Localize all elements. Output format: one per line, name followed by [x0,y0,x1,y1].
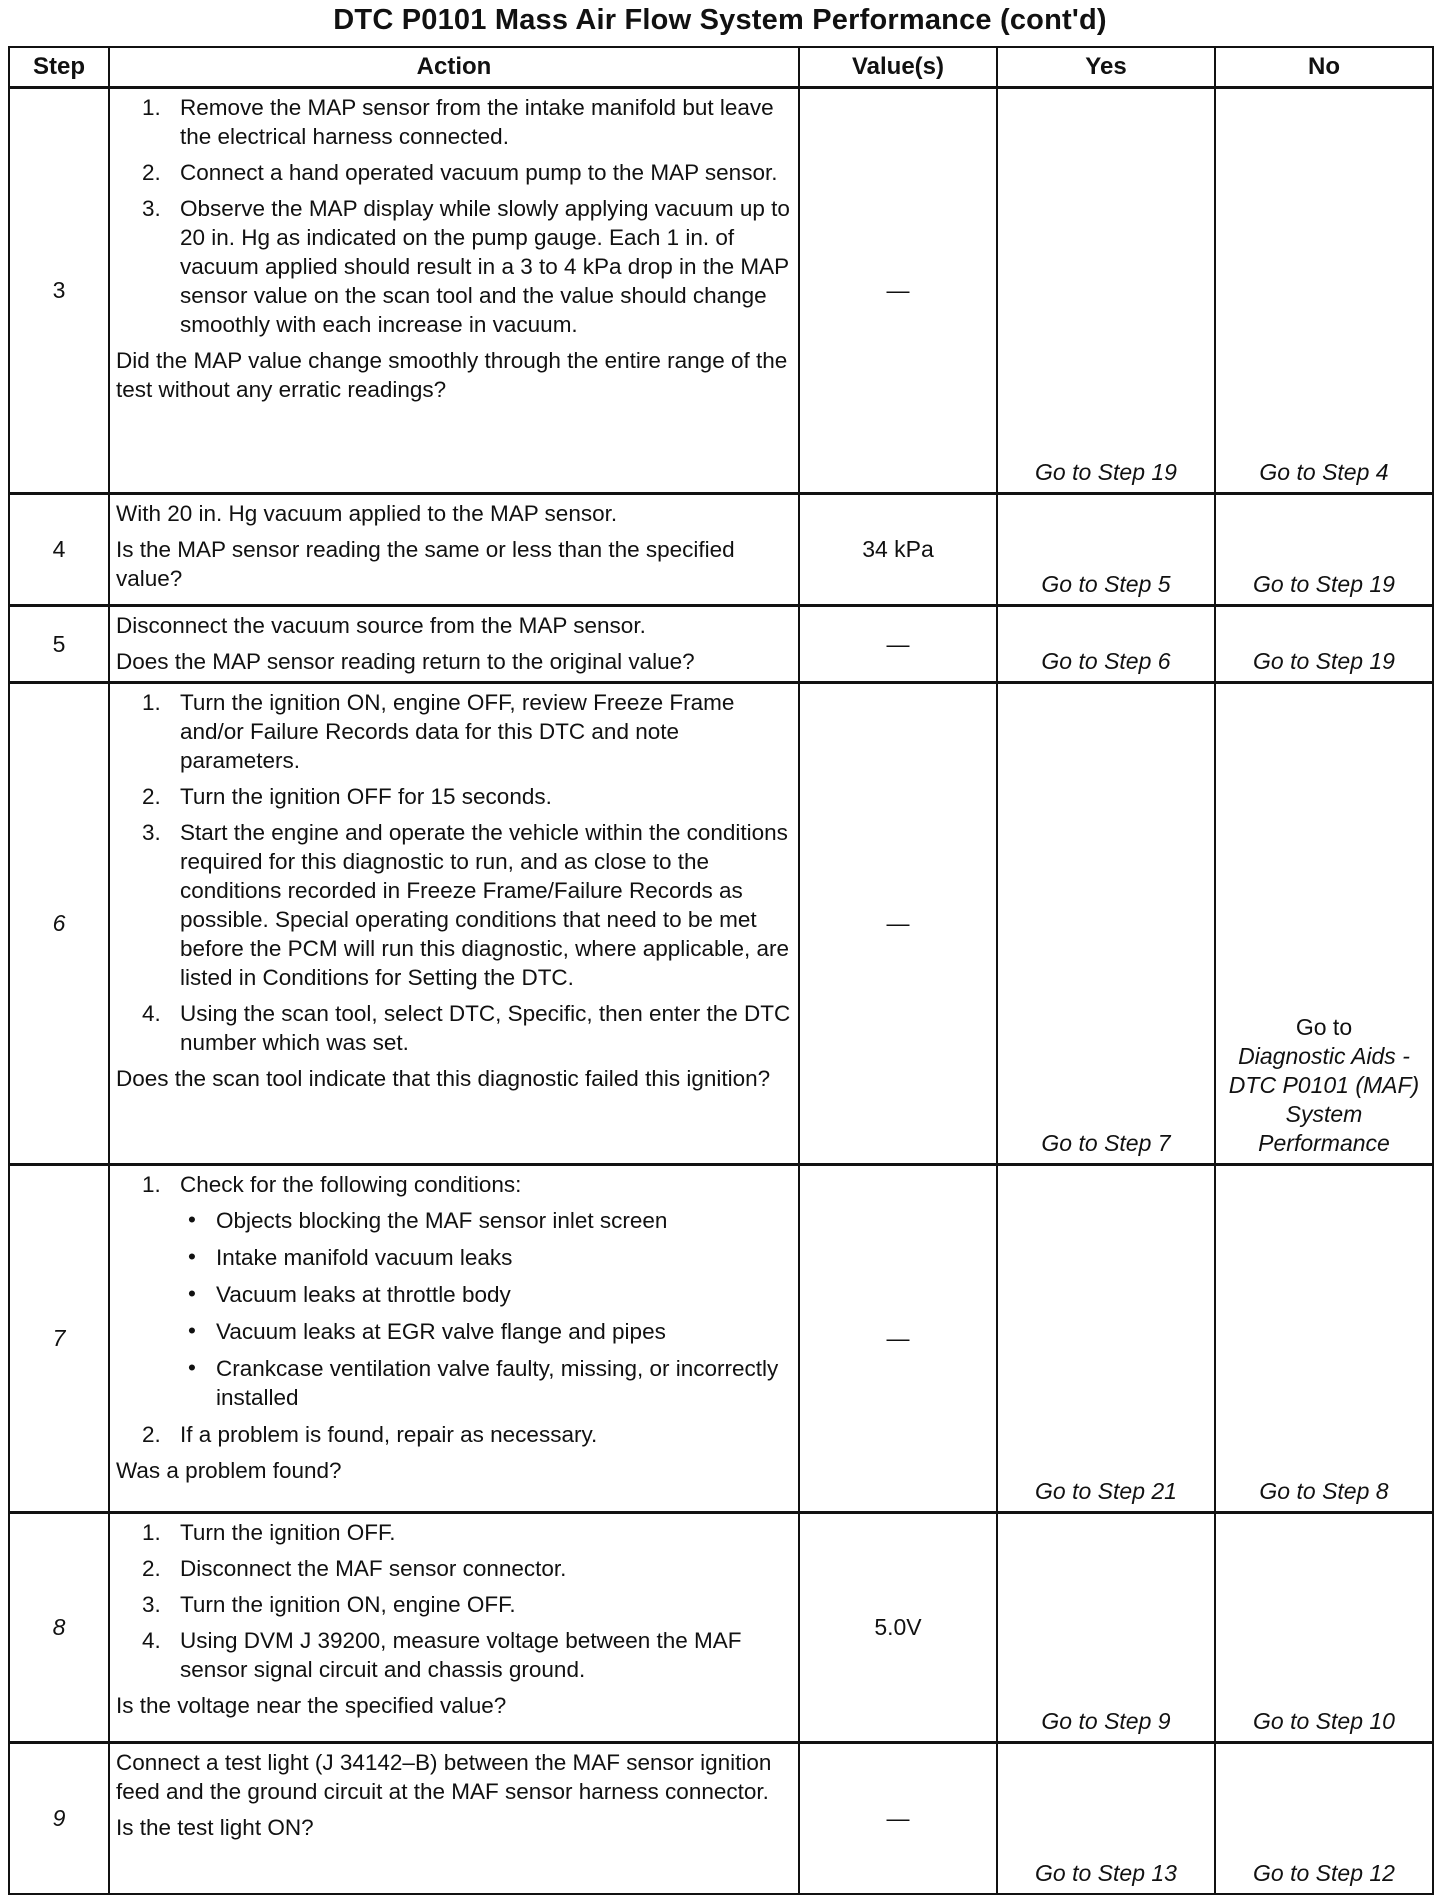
action-item: 2. Turn the ignition OFF for 15 seconds. [142,784,552,809]
table-row [9,1513,1433,1743]
action-cell [109,494,799,606]
yes-cell: Go to Step 6 [997,606,1215,683]
action-cell [109,1165,799,1513]
no-cell: Go to Step 4 [1215,88,1433,494]
table-row [9,606,1433,683]
yes-cell: Go to Step 19 [997,88,1215,494]
action-item: 1. Remove the MAP sensor from the intake manifold but leave the electrical harness connected. [142,95,774,149]
value-cell: 34 kPa [799,494,997,606]
action-cell [109,683,799,1165]
no-cell [1215,683,1433,1165]
page-title: DTC P0101 Mass Air Flow System Performance (cont'd) [333,4,1107,36]
action-item: 2. Connect a hand operated vacuum pump to the MAP sensor. [142,160,778,185]
action-item: 2. If a problem is found, repair as necessary. [142,1422,598,1447]
table-row [9,683,1433,1165]
step-number: 7 [9,1165,109,1513]
action-cell [109,606,799,683]
diagnostic-table [8,46,1434,1895]
action-question: Does the MAP sensor reading return to the original value? [116,649,695,674]
action-item: 1. Turn the ignition OFF. [142,1520,396,1545]
bullet-item: • Intake manifold vacuum leaks [188,1244,513,1270]
value-cell: — [799,606,997,683]
action-text: Disconnect the vacuum source from the MAP sensor. [116,613,646,638]
action-item: 2. Disconnect the MAF sensor connector. [142,1556,567,1581]
action-text: With 20 in. Hg vacuum applied to the MAP sensor. [116,501,618,526]
header-value: Value(s) [799,47,997,88]
table-header-row [9,47,1433,88]
action-question: Was a problem found? [116,1458,342,1483]
action-cell [109,1743,799,1895]
action-question: Is the MAP sensor reading the same or less than the specified value? [116,537,735,591]
action-question: Did the MAP value change smoothly through the entire range of the test without any erratic readings? [116,348,788,402]
header-step: Step [9,47,109,88]
value-cell: — [799,1743,997,1895]
step-number: 6 [9,683,109,1165]
action-item: 4. Using the scan tool, select DTC, Specific, then enter the DTC number which was set. [142,1001,791,1055]
no-cell: Go to Step 8 [1215,1165,1433,1513]
value-cell: 5.0V [799,1513,997,1743]
action-question: Is the test light ON? [116,1815,314,1840]
table-row [9,88,1433,494]
action-item: 4. Using DVM J 39200, measure voltage between the MAF sensor signal circuit and chassis ground. [142,1628,742,1682]
value-cell: — [799,683,997,1165]
action-item: 1. Check for the following conditions: [142,1172,522,1197]
yes-cell: Go to Step 21 [997,1165,1215,1513]
table-row [9,1743,1433,1895]
action-text: Connect a test light (J 34142–B) between the MAF sensor ignition feed and the ground circuit at the MAF sensor harness connector. [116,1750,772,1804]
action-item: 1. Turn the ignition ON, engine OFF, review Freeze Frame and/or Failure Records data for this DTC and note parameters. [142,690,735,773]
step-number: 5 [9,606,109,683]
table-row [9,494,1433,606]
header-action: Action [109,47,799,88]
no-cell: Go to Step 19 [1215,494,1433,606]
yes-cell: Go to Step 5 [997,494,1215,606]
header-yes: Yes [997,47,1215,88]
action-item: 3. Turn the ignition ON, engine OFF. [142,1592,516,1617]
header-no: No [1215,47,1433,88]
step-number: 3 [9,88,109,494]
table-row [9,1165,1433,1513]
yes-cell: Go to Step 9 [997,1513,1215,1743]
no-cell: Go to Step 19 [1215,606,1433,683]
action-cell [109,88,799,494]
action-question: Is the voltage near the specified value? [116,1693,507,1718]
value-cell: — [799,88,997,494]
no-cell: Go to Step 10 [1215,1513,1433,1743]
action-cell [109,1513,799,1743]
no-reference: Diagnostic Aids - DTC P0101 (MAF) System Performance [1228,1043,1420,1156]
bullet-item: • Vacuum leaks at throttle body [188,1281,511,1307]
bullet-item: • Vacuum leaks at EGR valve flange and pipes [188,1318,666,1344]
action-question: Does the scan tool indicate that this diagnostic failed this ignition? [116,1066,771,1091]
step-number: 8 [9,1513,109,1743]
bullet-item: • Objects blocking the MAF sensor inlet screen [188,1207,668,1233]
action-item: 3. Start the engine and operate the vehicle within the conditions required for this diagnostic to run, and as close to the conditions recorded in Freeze Frame/Failure Records as possible. Special operating conditions that need to be met before the PCM will run this diagnostic, where applicable, are listed in Conditions for Setting the DTC. [142,820,790,990]
bullet-item: • Crankcase ventilation valve faulty, missing, or incorrectly installed [188,1355,779,1410]
step-number: 9 [9,1743,109,1895]
action-item: 3. Observe the MAP display while slowly applying vacuum up to 20 in. Hg as indicated on the pump gauge. Each 1 in. of vacuum applied should result in a 3 to 4 kPa drop in the MAP sensor value on the scan tool and the value should change smoothly with each increase in vacuum. [142,196,790,337]
value-cell: — [799,1165,997,1513]
step-number: 4 [9,494,109,606]
no-cell: Go to Step 12 [1215,1743,1433,1895]
yes-cell: Go to Step 13 [997,1743,1215,1895]
no-go-to: Go to [1295,1014,1353,1040]
yes-cell: Go to Step 7 [997,683,1215,1165]
